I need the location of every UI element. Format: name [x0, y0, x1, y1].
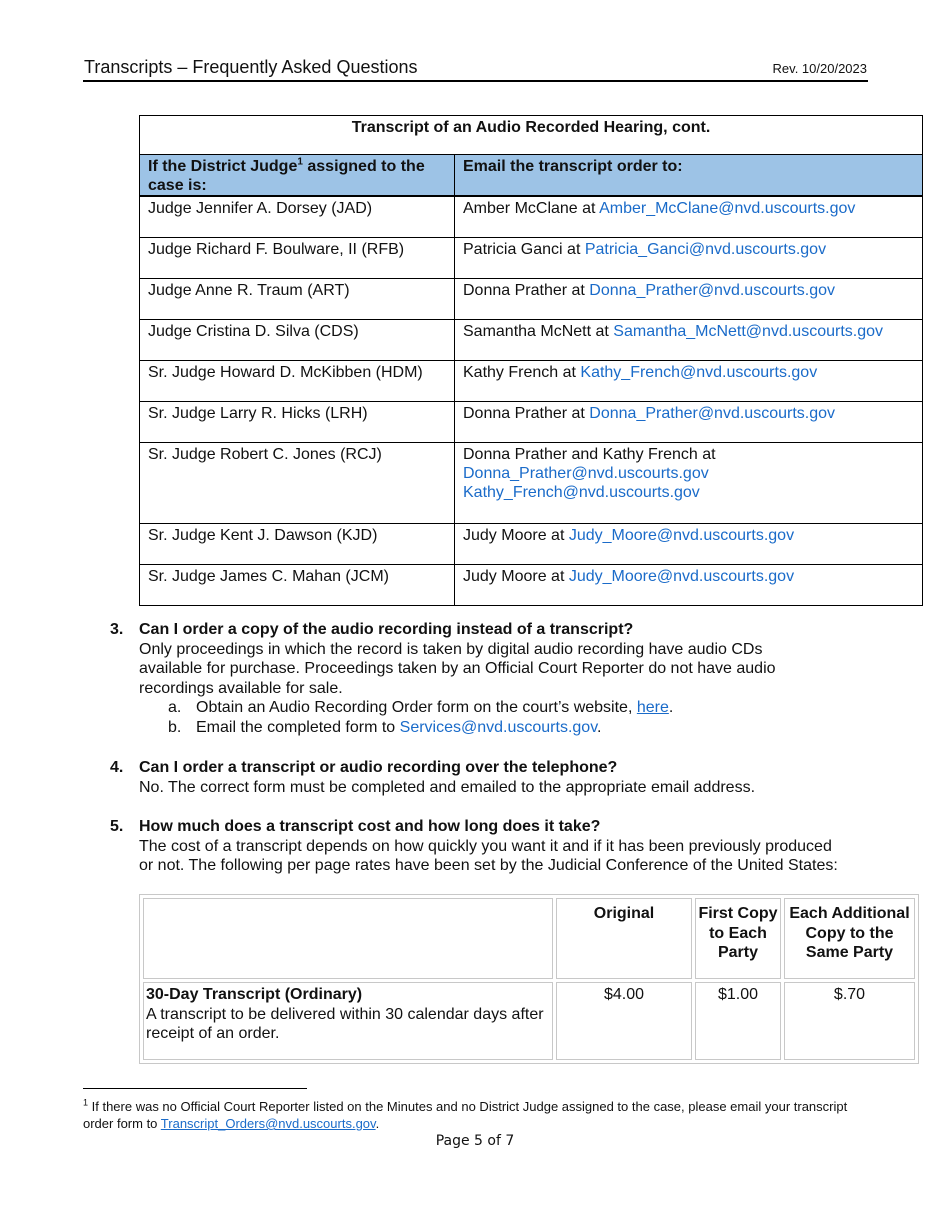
service-cell	[143, 982, 553, 1060]
footnote: $^1$ If there was no Official Court Reporter listed on the Minutes and no District Judge assigned to the case, please email your transcript order form to Transcript_Orders@nvd.uscourts.gov.	[83, 1097, 848, 1131]
email-link[interactable]: Donna_Prather@nvd.uscourts.gov	[589, 282, 836, 299]
table-row	[140, 320, 923, 361]
judge-name: Sr. Judge Kent J. Dawson (KJD)	[140, 524, 455, 565]
rates-header-blank	[143, 898, 553, 979]
table-row	[143, 982, 915, 1060]
faq-item-3	[110, 620, 890, 738]
faq-question: Can I order a copy of the audio recording instead of a transcript?	[139, 621, 634, 638]
service-name: 30-Day Transcript (Ordinary)	[146, 986, 363, 1003]
document-title: Transcripts – Frequently Asked Questions	[84, 57, 418, 77]
judge-name: Sr. Judge Robert C. Jones (RCJ)	[140, 443, 455, 524]
contact-cell: Donna Prather at Donna_Prather@nvd.uscourts.gov	[455, 402, 923, 443]
service-description: A transcript to be delivered within 30 calendar days after receipt of an order.	[146, 1005, 544, 1043]
email-link[interactable]: Kathy_French@nvd.uscourts.gov	[580, 364, 818, 381]
table-row	[140, 565, 923, 606]
contact-cell: Samantha McNett at Samantha_McNett@nvd.uscourts.gov	[455, 320, 923, 361]
faq-item-4	[110, 758, 890, 797]
price-additional-copy: $.70	[784, 982, 915, 1060]
judge-name: Judge Anne R. Traum (ART)	[140, 279, 455, 320]
contact-cell: Patricia Ganci at Patricia_Ganci@nvd.uscourts.gov	[455, 238, 923, 279]
table-row	[140, 524, 923, 565]
services-email-link[interactable]: Services@nvd.uscourts.gov	[399, 718, 597, 736]
contact-cell: Judy Moore at Judy_Moore@nvd.uscourts.gov	[455, 524, 923, 565]
faq-answer: No. The correct form must be completed and emailed to the appropriate email address.	[139, 778, 756, 796]
faq-answer-line: or not. The following per page rates have been set by the Judicial Conference of the United States:	[139, 857, 838, 875]
column-header-email: Email the transcript order to:	[455, 155, 923, 197]
faq-answer-line: available for purchase. Proceedings taken by an Official Court Reporter do not have audio	[139, 660, 776, 678]
email-link[interactable]: Judy_Moore@nvd.uscourts.gov	[568, 527, 795, 544]
email-link[interactable]: Amber_McClane@nvd.uscourts.gov	[599, 200, 856, 217]
email-link[interactable]: Donna_Prather@nvd.uscourts.gov	[589, 405, 836, 422]
page-header	[83, 56, 868, 82]
list-item: a. Obtain an Audio Recording Order form on the court’s website, here.	[168, 699, 674, 717]
footnote-divider	[83, 1088, 307, 1089]
faq-question: Can I order a transcript or audio recording over the telephone?	[139, 759, 618, 776]
judge-name: Judge Richard F. Boulware, II (RFB)	[140, 238, 455, 279]
contact-cell: Kathy French at Kathy_French@nvd.uscourts.gov	[455, 361, 923, 402]
header-original: Original	[556, 898, 692, 979]
rates-header-row	[143, 898, 915, 979]
judge-name: Judge Cristina D. Silva (CDS)	[140, 320, 455, 361]
table-row	[140, 196, 923, 238]
table-header-row	[140, 155, 923, 197]
page-number: Page 5 of 7	[435, 1133, 515, 1149]
contact-cell: Donna Prather at Donna_Prather@nvd.uscourts.gov	[455, 279, 923, 320]
email-link[interactable]: Donna_Prather@nvd.uscourts.gov	[463, 465, 709, 482]
list-item: b. Email the completed form to Services@nvd.uscourts.gov.	[168, 718, 602, 736]
footnote-marker: 1	[83, 1097, 89, 1108]
email-link[interactable]: Kathy_French@nvd.uscourts.gov	[463, 484, 700, 501]
header-first-copy: First Copy to Each Party	[695, 898, 781, 979]
table-caption: Transcript of an Audio Recorded Hearing, cont.	[140, 116, 923, 155]
faq-number: 4.	[110, 759, 124, 776]
judge-name: Sr. Judge Larry R. Hicks (LRH)	[140, 402, 455, 443]
price-original: $4.00	[556, 982, 692, 1060]
transcript-rates-table	[139, 894, 919, 1064]
faq-answer-line: The cost of a transcript depends on how quickly you want it and if it has been previously produced	[139, 837, 832, 855]
revision-date: Rev. 10/20/2023	[772, 61, 867, 76]
contact-cell: Amber McClane at Amber_McClane@nvd.uscourts.gov	[455, 196, 923, 238]
column-header-judge: If the District Judge$^1$ assigned to the case is:	[140, 155, 455, 197]
price-first-copy: $1.00	[695, 982, 781, 1060]
here-link[interactable]: here	[636, 699, 669, 717]
faq-answer-line: Only proceedings in which the record is taken by digital audio recording have audio CDs	[139, 640, 763, 658]
judge-name: Sr. Judge James C. Mahan (JCM)	[140, 565, 455, 606]
table-row	[140, 402, 923, 443]
contact-cell: Donna Prather and Kathy French at Donna_Prather@nvd.uscourts.gov Kathy_French@nvd.uscourts.gov	[455, 443, 923, 524]
judge-contact-table	[139, 115, 923, 606]
table-row	[140, 238, 923, 279]
faq-answer-line: recordings available for sale.	[139, 679, 343, 697]
judge-name: Judge Jennifer A. Dorsey (JAD)	[140, 196, 455, 238]
faq-number: 5.	[110, 818, 124, 835]
contact-cell: Judy Moore at Judy_Moore@nvd.uscourts.gov	[455, 565, 923, 606]
table-row	[140, 279, 923, 320]
email-link[interactable]: Patricia_Ganci@nvd.uscourts.gov	[584, 241, 827, 258]
table-row	[140, 361, 923, 402]
transcript-orders-email-link[interactable]: Transcript_Orders@nvd.uscourts.gov	[160, 1116, 376, 1131]
table-row	[140, 443, 923, 524]
email-link[interactable]: Judy_Moore@nvd.uscourts.gov	[568, 568, 795, 585]
judge-name: Sr. Judge Howard D. McKibben (HDM)	[140, 361, 455, 402]
table-caption-row	[140, 116, 923, 155]
email-link[interactable]: Samantha_McNett@nvd.uscourts.gov	[613, 323, 883, 340]
faq-item-5	[110, 817, 890, 876]
faq-number: 3.	[110, 621, 124, 638]
header-additional-copy: Each Additional Copy to the Same Party	[784, 898, 915, 979]
faq-question: How much does a transcript cost and how long does it take?	[139, 818, 601, 835]
footnote-ref[interactable]: 1	[297, 156, 303, 168]
